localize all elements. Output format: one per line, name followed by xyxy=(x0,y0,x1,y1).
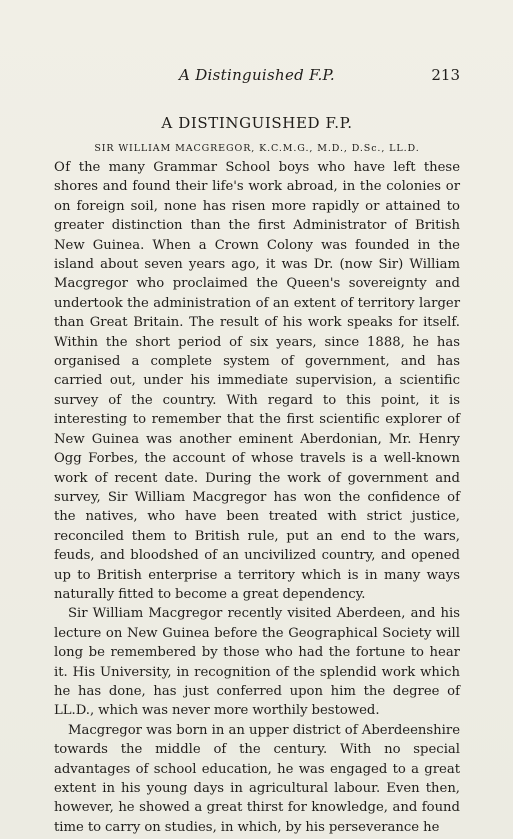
page-number: 213 xyxy=(431,66,460,84)
article-subtitle: SIR WILLIAM MACGREGOR, K.C.M.G., M.D., D.Sc., LL.D. xyxy=(94,143,420,154)
running-header xyxy=(54,66,460,88)
article-body xyxy=(54,158,460,837)
paragraph-2: Sir William Macgregor recently visited Aberdeen, and his lecture on New Guinea before the Geographical Society will long be remembered by those who had the fortune to hear it. His University, in recognition of the splendid work which he has done, has just conferred upon him the degree of LL.D., which was never more worthily bestowed. xyxy=(54,606,460,719)
paragraph-1-text: the many Grammar School boys who have left these shores and found their life's work abroad, in the colonies or on foreign soil, none has risen more rapidly or attained to greater distinction than the first Administrator of British New Guinea. When a Crown Colony was founded in the island about seven years ago, it was Dr. (now Sir) William Macgregor who proclaimed the Queen's sovereignty and undertook the administration of an extent of territory larger than Great Britain. The result of his work speaks for itself. Within the short period of six years, since 1888, he has organised a complete system of government, and has carried out, under his immediate supervision, a scientific survey of the country. With regard to this point, it is interesting to remember that the first scientific explorer of New Guinea was another eminent Aberdonian, Mr. Henry Ogg Forbes, the account of whose travels is a well-known work of recent date. During the work of government and survey, Sir William Macgregor has won the confidence of the natives, who have been treated with strict justice, reconciled them to British rule, put an end to the wars, feuds, and bloodshed of an uncivilized country, and opened up to British enterprise a territory which is in many ways naturally fitted to become a great dependency. xyxy=(54,160,460,602)
article-title: A DISTINGUISHED F.P. xyxy=(161,114,353,132)
paragraph-1 xyxy=(54,158,460,604)
paragraph-3: Macgregor was born in an upper district of Aberdeenshire towards the middle of the century. With no special advantages of school education, he was engaged to a great extent in his young days in agricultural labour. Even then, however, he showed a great thirst for knowledge, and found time to carry on studies, in which, by his perseverance he xyxy=(54,722,460,835)
running-title: A Distinguished F.P. xyxy=(179,66,335,84)
opening-word: Of xyxy=(54,160,71,175)
